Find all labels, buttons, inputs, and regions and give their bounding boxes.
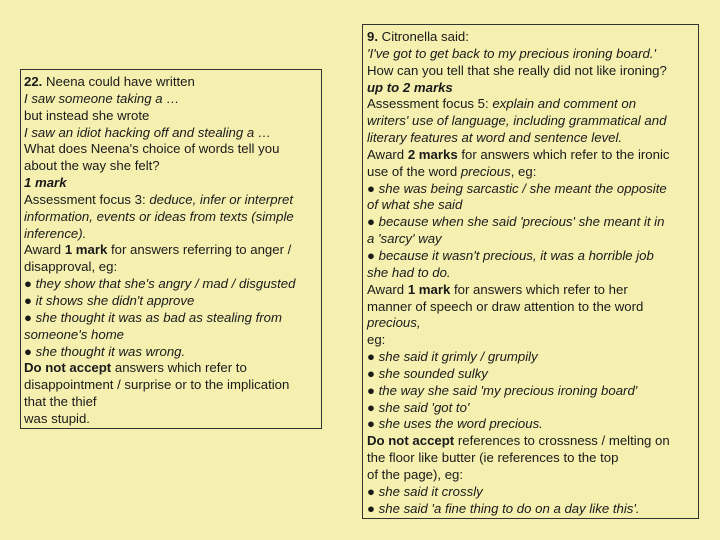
text-run: ● (367, 214, 379, 230)
right-text-line (367, 265, 695, 282)
text-run: for answers which refer to the ironic (457, 146, 670, 162)
text-run: 'I've got to get back to my precious ironing board.' (367, 45, 657, 61)
text-run: disapproval, eg: (24, 259, 118, 275)
text-run: Do not accept (367, 433, 455, 449)
text-run: she thought it was as bad as stealing from (35, 309, 282, 325)
right-text-line (367, 383, 695, 400)
right-text-line (367, 214, 695, 231)
right-text-line (367, 46, 695, 63)
left-text-line (24, 242, 318, 259)
text-run: the way she said 'my precious ironing board' (378, 382, 638, 398)
text-run: the floor like butter (ie references to the top (367, 450, 619, 466)
text-run: 2 marks (407, 146, 458, 162)
text-run: references to crossness / melting on (454, 433, 670, 449)
right-text-line (367, 96, 695, 113)
text-run: she said it grimly / grumpily (378, 349, 538, 365)
text-run: someone's home (24, 326, 125, 342)
text-run: I saw someone taking a … (24, 90, 180, 106)
text-run: she said it crossly (378, 483, 483, 499)
text-run: ● (367, 500, 379, 516)
text-run: use of the word (367, 163, 461, 179)
right-text-line (367, 282, 695, 299)
text-run: Assessment focus 5: (367, 96, 493, 112)
text-run: 22. (24, 74, 43, 89)
text-run: ● (367, 382, 379, 398)
left-text-line (24, 276, 318, 293)
text-run: ● (367, 180, 379, 196)
left-text-line (24, 327, 318, 344)
left-text-line (24, 394, 318, 411)
left-text-line (24, 411, 318, 428)
left-text-line (24, 360, 318, 377)
text-run: Citronella said: (378, 29, 469, 44)
text-run: I saw an idiot hacking off and stealing a … (24, 124, 272, 140)
left-text-line (24, 175, 318, 192)
left-text-line (24, 74, 318, 91)
text-run: ● (367, 247, 379, 263)
text-run: Neena could have written (42, 74, 195, 89)
text-run: she sounded sulky (378, 365, 488, 381)
text-run: she said 'got to' (378, 399, 470, 415)
text-run: Award (367, 281, 408, 297)
left-text-line (24, 310, 318, 327)
text-run: precious, (367, 315, 421, 331)
right-text-line (367, 113, 695, 130)
text-run: 1 mark (407, 281, 451, 297)
right-text-line (367, 29, 695, 46)
right-text-line (367, 366, 695, 383)
text-run: ● (367, 416, 379, 432)
right-text-line (367, 484, 695, 501)
right-text-line (367, 332, 695, 349)
text-run: 1 mark (24, 175, 67, 191)
right-text-line (367, 299, 695, 316)
right-text-line (367, 80, 695, 97)
text-run: because when she said 'precious' she meant it in (378, 214, 665, 230)
right-text-line (367, 400, 695, 417)
text-run: explain and comment on (492, 96, 637, 112)
text-run: ● (367, 349, 379, 365)
text-run: deduce, infer or interpret (149, 191, 294, 207)
text-run: it shows she didn't approve (35, 292, 195, 308)
right-text-line (367, 433, 695, 450)
text-run: , eg: (510, 163, 537, 179)
text-run: eg: (367, 332, 386, 348)
text-run: was stupid. (24, 410, 90, 426)
text-run: literary features at word and sentence level. (367, 130, 623, 146)
right-text-line (367, 450, 695, 467)
text-run: How can you tell that she really did not like ironing? (367, 62, 667, 78)
left-text-line (24, 91, 318, 108)
text-run: 9. (367, 29, 378, 44)
text-run: 1 mark (64, 242, 108, 258)
left-text-line (24, 141, 318, 158)
left-text-line (24, 108, 318, 125)
text-run: she uses the word precious. (378, 416, 543, 432)
left-text-line (24, 226, 318, 243)
text-run: ● (24, 343, 36, 359)
text-run: inference). (24, 225, 87, 241)
left-text-line (24, 158, 318, 175)
text-run: information, events or ideas from texts (simple (24, 208, 294, 224)
text-run: Assessment focus 3: (24, 191, 150, 207)
right-text-line (367, 197, 695, 214)
text-run: about the way she felt? (24, 158, 160, 174)
text-run: writers' use of language, including grammatical and (367, 113, 667, 129)
right-text-line (367, 231, 695, 248)
text-run: manner of speech or draw attention to the word (367, 298, 644, 314)
text-run: a 'sarcy' way (367, 231, 442, 247)
text-run: ● (24, 292, 36, 308)
text-run: ● (24, 276, 36, 292)
text-run: ● (367, 365, 379, 381)
left-text-line (24, 192, 318, 209)
text-run: Do not accept (24, 360, 112, 376)
text-run: for answers which refer to her (450, 281, 628, 297)
text-run: of the page), eg: (367, 466, 464, 482)
right-text-line (367, 349, 695, 366)
text-run: that the thief (24, 394, 97, 410)
text-run: ● (24, 309, 36, 325)
right-text-line (367, 130, 695, 147)
text-run: Award (24, 242, 65, 258)
text-run: disappointment / surprise or to the implication (24, 377, 290, 393)
left-text-line (24, 125, 318, 142)
right-text-line (367, 315, 695, 332)
left-text-line (24, 293, 318, 310)
text-run: of what she said (367, 197, 463, 213)
text-run: she had to do. (367, 264, 451, 280)
text-run: Award (367, 146, 408, 162)
text-run: What does Neena's choice of words tell you (24, 141, 280, 157)
question-9-mark-scheme-box (362, 24, 699, 519)
text-run: because it wasn't precious, it was a horrible job (378, 247, 654, 263)
right-text-line (367, 147, 695, 164)
left-text-line (24, 259, 318, 276)
right-text-line (367, 164, 695, 181)
text-run: up to 2 marks (367, 79, 453, 95)
right-text-line (367, 416, 695, 433)
text-run: ● (367, 399, 379, 415)
right-text-line (367, 501, 695, 518)
left-text-line (24, 377, 318, 394)
right-text-line (367, 63, 695, 80)
left-text-line (24, 344, 318, 361)
question-22-mark-scheme-box (20, 69, 322, 429)
text-run: for answers referring to anger / (107, 242, 292, 258)
text-run: they show that she's angry / mad / disgusted (35, 276, 296, 292)
text-run: precious (460, 163, 511, 179)
right-text-line (367, 181, 695, 198)
text-run: answers which refer to (111, 360, 247, 376)
right-text-line (367, 467, 695, 484)
text-run: but instead she wrote (24, 107, 150, 123)
text-run: she was being sarcastic / she meant the opposite (378, 180, 667, 196)
left-text-line (24, 209, 318, 226)
text-run: ● (367, 483, 379, 499)
text-run: she thought it was wrong. (35, 343, 186, 359)
text-run: she said 'a fine thing to do on a day like this'. (378, 500, 640, 516)
right-text-line (367, 248, 695, 265)
